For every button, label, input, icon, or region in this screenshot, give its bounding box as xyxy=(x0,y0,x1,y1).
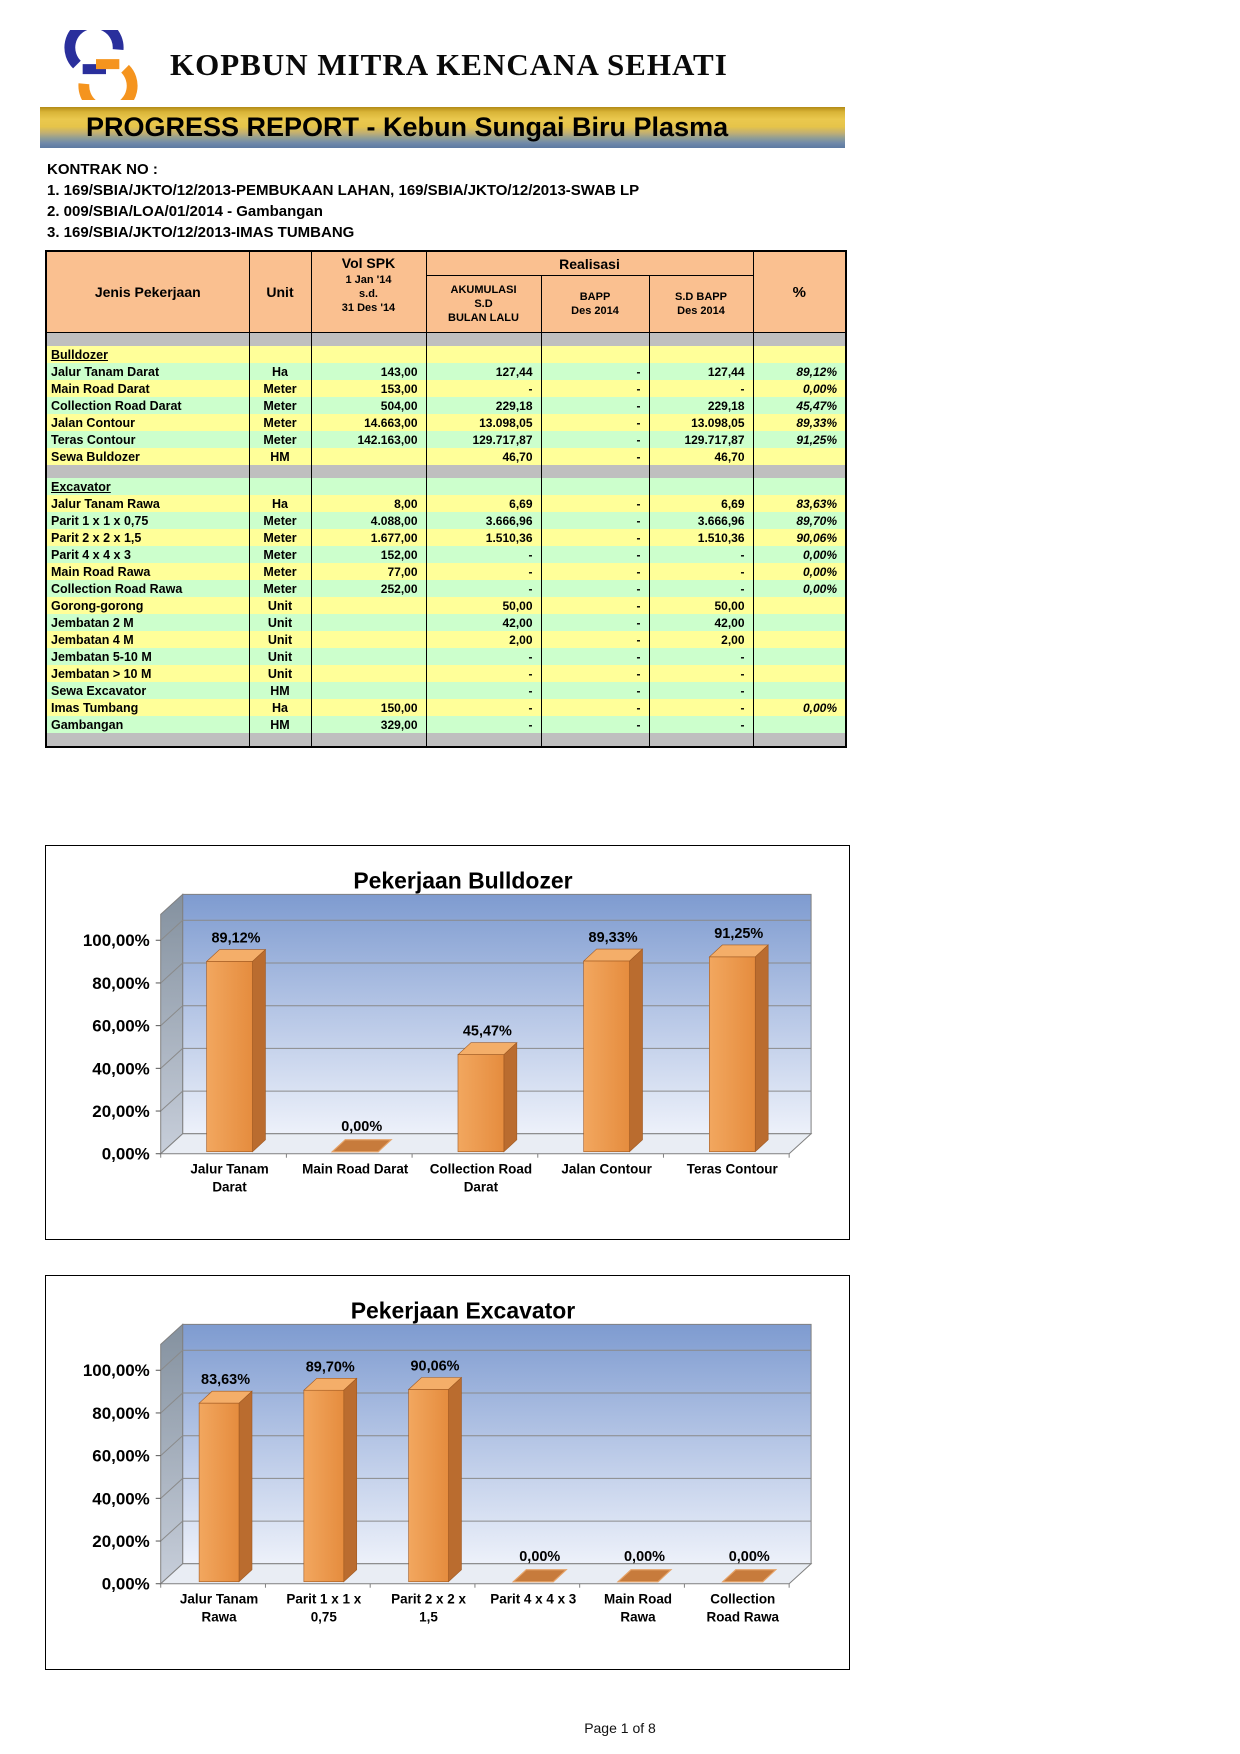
separator-cell xyxy=(753,465,846,478)
table-row xyxy=(46,716,846,733)
separator-cell xyxy=(541,465,649,478)
cell-akumulasi: 127,44 xyxy=(426,363,541,380)
company-name: KOPBUN MITRA KENCANA SEHATI xyxy=(170,47,728,82)
table-row xyxy=(46,546,846,563)
axis-labels xyxy=(83,931,161,1163)
cell-bapp: - xyxy=(541,597,649,614)
svg-text:40,00%: 40,00% xyxy=(92,1059,150,1079)
category-label: Parit 1 x 1 x xyxy=(286,1591,362,1607)
bulldozer-chart-box xyxy=(45,845,850,1240)
cell-vol-spk: 77,00 xyxy=(311,563,426,580)
bar xyxy=(207,961,253,1151)
svg-text:100,00%: 100,00% xyxy=(82,1361,150,1381)
table-row xyxy=(46,563,846,580)
separator-cell xyxy=(753,733,846,747)
data-label: 83,63% xyxy=(201,1372,251,1389)
cell-jenis-pekerjaan: Collection Road Darat xyxy=(46,397,249,414)
separator-cell xyxy=(311,733,426,747)
col-header-sd-bapp: S.D BAPP Des 2014 xyxy=(649,276,753,333)
cell-jenis-pekerjaan: Collection Road Rawa xyxy=(46,580,249,597)
bar-side xyxy=(630,949,643,1152)
category-label: Teras Contour xyxy=(686,1161,778,1177)
col-header-pct: % xyxy=(753,251,846,333)
contract-line-1: 1. 169/SBIA/JKTO/12/2013-PEMBUKAAN LAHAN, 169/SBIA/JKTO/12/2013-SWAB LP xyxy=(47,182,640,199)
table-row xyxy=(46,431,846,448)
cell-bapp: - xyxy=(541,448,649,465)
cell-vol-spk xyxy=(311,665,426,682)
category-label: Jalan Contour xyxy=(561,1161,652,1177)
svg-text:0,00%: 0,00% xyxy=(101,1574,150,1594)
cell-jenis-pekerjaan: Teras Contour xyxy=(46,431,249,448)
cell-unit: Unit xyxy=(249,665,311,682)
contract-block xyxy=(47,159,1240,243)
cell-bapp: - xyxy=(541,580,649,597)
cell-unit: Ha xyxy=(249,495,311,512)
cell-unit: Meter xyxy=(249,380,311,397)
svg-text:80,00%: 80,00% xyxy=(92,973,150,993)
cell-vol-spk xyxy=(311,346,426,363)
data-label: 91,25% xyxy=(714,925,764,942)
bar xyxy=(584,961,630,1152)
cell-jenis-pekerjaan: Sewa Buldozer xyxy=(46,448,249,465)
table-separator-row xyxy=(46,465,846,478)
page-number: Page 1 of 8 xyxy=(584,1720,656,1736)
data-label: 0,00% xyxy=(519,1548,561,1565)
bar xyxy=(458,1055,504,1152)
cell-bapp: - xyxy=(541,397,649,414)
category-label: Rawa xyxy=(620,1609,656,1625)
cell-pct xyxy=(753,665,846,682)
cell-bapp: - xyxy=(541,699,649,716)
separator-cell xyxy=(46,465,249,478)
separator-cell xyxy=(649,465,753,478)
cell-pct xyxy=(753,614,846,631)
separator-cell xyxy=(426,465,541,478)
table-row xyxy=(46,397,846,414)
cell-bapp: - xyxy=(541,546,649,563)
cell-akumulasi: - xyxy=(426,546,541,563)
cell-unit: Unit xyxy=(249,614,311,631)
cell-sd-bapp: 229,18 xyxy=(649,397,753,414)
category-label: Rawa xyxy=(201,1609,237,1625)
cell-akumulasi: 42,00 xyxy=(426,614,541,631)
bar-side xyxy=(252,950,265,1152)
chart-title: Pekerjaan Bulldozer xyxy=(353,867,573,894)
cell-bapp: - xyxy=(541,414,649,431)
excavator-chart xyxy=(46,1276,849,1669)
data-label: 45,47% xyxy=(462,1023,512,1040)
cell-pct: 89,70% xyxy=(753,512,846,529)
cell-pct xyxy=(753,346,846,363)
bar xyxy=(199,1403,239,1582)
cell-akumulasi: 13.098,05 xyxy=(426,414,541,431)
cell-bapp: - xyxy=(541,631,649,648)
cell-unit: Meter xyxy=(249,529,311,546)
cell-unit: Ha xyxy=(249,699,311,716)
cell-vol-spk: 329,00 xyxy=(311,716,426,733)
col-header-realisasi: Realisasi xyxy=(426,251,753,276)
cell-jenis-pekerjaan: Bulldozer xyxy=(46,346,249,363)
separator-cell xyxy=(753,333,846,347)
cell-pct: 90,06% xyxy=(753,529,846,546)
cell-vol-spk: 4.088,00 xyxy=(311,512,426,529)
category-label: Collection xyxy=(710,1591,776,1607)
cell-vol-spk: 14.663,00 xyxy=(311,414,426,431)
cell-vol-spk: 152,00 xyxy=(311,546,426,563)
cell-sd-bapp: - xyxy=(649,665,753,682)
separator-cell xyxy=(311,333,426,347)
cell-unit: Meter xyxy=(249,431,311,448)
separator-cell xyxy=(426,333,541,347)
cell-akumulasi: 3.666,96 xyxy=(426,512,541,529)
cell-jenis-pekerjaan: Sewa Excavator xyxy=(46,682,249,699)
cell-bapp: - xyxy=(541,563,649,580)
cell-sd-bapp xyxy=(649,478,753,495)
table-row xyxy=(46,614,846,631)
cell-unit xyxy=(249,346,311,363)
cell-akumulasi: 229,18 xyxy=(426,397,541,414)
cell-akumulasi xyxy=(426,346,541,363)
cell-sd-bapp xyxy=(649,346,753,363)
table-row xyxy=(46,665,846,682)
cell-unit: HM xyxy=(249,682,311,699)
cell-jenis-pekerjaan: Jalur Tanam Rawa xyxy=(46,495,249,512)
cell-pct: 89,12% xyxy=(753,363,846,380)
cell-akumulasi: - xyxy=(426,380,541,397)
cell-sd-bapp: 13.098,05 xyxy=(649,414,753,431)
separator-cell xyxy=(541,333,649,347)
bulldozer-chart xyxy=(46,846,849,1239)
cell-vol-spk xyxy=(311,614,426,631)
col-header-vol-spk: Vol SPK 1 Jan '14 s.d. 31 Des '14 xyxy=(311,251,426,333)
data-label: 89,12% xyxy=(211,930,261,947)
cell-unit: Meter xyxy=(249,512,311,529)
cell-akumulasi: - xyxy=(426,682,541,699)
separator-cell xyxy=(249,733,311,747)
cell-vol-spk xyxy=(311,448,426,465)
cell-jenis-pekerjaan: Gambangan xyxy=(46,716,249,733)
data-label: 0,00% xyxy=(624,1548,666,1565)
table-row xyxy=(46,631,846,648)
data-label: 89,70% xyxy=(305,1359,355,1376)
table-row xyxy=(46,699,846,716)
cell-unit: Meter xyxy=(249,414,311,431)
cell-pct: 91,25% xyxy=(753,431,846,448)
cell-vol-spk: 153,00 xyxy=(311,380,426,397)
cell-unit: Meter xyxy=(249,546,311,563)
table-row xyxy=(46,414,846,431)
cell-vol-spk: 252,00 xyxy=(311,580,426,597)
cell-sd-bapp: - xyxy=(649,682,753,699)
cell-akumulasi: - xyxy=(426,699,541,716)
category-label: Jalur Tanam xyxy=(190,1161,269,1177)
data-label: 0,00% xyxy=(341,1118,383,1135)
table-row xyxy=(46,495,846,512)
cell-pct xyxy=(753,648,846,665)
bar-side xyxy=(755,945,768,1152)
cell-sd-bapp: - xyxy=(649,699,753,716)
cell-pct: 0,00% xyxy=(753,699,846,716)
svg-text:20,00%: 20,00% xyxy=(92,1102,150,1122)
table-row xyxy=(46,682,846,699)
contract-heading: KONTRAK NO : xyxy=(47,161,158,178)
cell-vol-spk xyxy=(311,631,426,648)
cell-vol-spk: 8,00 xyxy=(311,495,426,512)
cell-bapp: - xyxy=(541,648,649,665)
cell-sd-bapp: 3.666,96 xyxy=(649,512,753,529)
cell-pct xyxy=(753,682,846,699)
separator-cell xyxy=(649,733,753,747)
cell-bapp: - xyxy=(541,380,649,397)
svg-text:20,00%: 20,00% xyxy=(92,1532,150,1552)
separator-cell xyxy=(249,333,311,347)
cell-akumulasi: - xyxy=(426,648,541,665)
cell-sd-bapp: - xyxy=(649,648,753,665)
category-label: Jalur Tanam xyxy=(179,1591,259,1607)
bar-side xyxy=(239,1391,252,1581)
cell-pct xyxy=(753,597,846,614)
plot-walls xyxy=(161,1324,811,1583)
bar xyxy=(304,1390,344,1581)
cell-unit: Unit xyxy=(249,648,311,665)
cell-bapp xyxy=(541,346,649,363)
cell-pct: 83,63% xyxy=(753,495,846,512)
table-row xyxy=(46,597,846,614)
cell-bapp: - xyxy=(541,682,649,699)
category-label: Main Road xyxy=(604,1591,673,1607)
cell-unit: Unit xyxy=(249,631,311,648)
chart-title: Pekerjaan Excavator xyxy=(350,1297,576,1324)
cell-pct: 0,00% xyxy=(753,546,846,563)
cell-sd-bapp: - xyxy=(649,563,753,580)
category-label: 0,75 xyxy=(310,1609,337,1625)
separator-cell xyxy=(46,333,249,347)
report-title-banner xyxy=(40,107,845,148)
svg-text:100,00%: 100,00% xyxy=(82,931,150,951)
cell-akumulasi: 1.510,36 xyxy=(426,529,541,546)
cell-pct: 0,00% xyxy=(753,563,846,580)
cell-bapp: - xyxy=(541,512,649,529)
cell-bapp: - xyxy=(541,665,649,682)
cell-akumulasi: 46,70 xyxy=(426,448,541,465)
cell-vol-spk xyxy=(311,682,426,699)
cell-akumulasi: 50,00 xyxy=(426,597,541,614)
cell-pct xyxy=(753,478,846,495)
separator-cell xyxy=(46,733,249,747)
cell-sd-bapp: 127,44 xyxy=(649,363,753,380)
cell-bapp: - xyxy=(541,495,649,512)
table-section-row xyxy=(46,478,846,495)
report-title: PROGRESS REPORT - Kebun Sungai Biru Plasma xyxy=(86,112,729,142)
data-label: 0,00% xyxy=(728,1548,770,1565)
table-row xyxy=(46,529,846,546)
data-label: 90,06% xyxy=(410,1358,460,1375)
category-label: Parit 4 x 4 x 3 xyxy=(490,1591,577,1607)
cell-akumulasi: - xyxy=(426,665,541,682)
bar xyxy=(409,1389,449,1581)
cell-jenis-pekerjaan: Jembatan 5-10 M xyxy=(46,648,249,665)
bar-side xyxy=(504,1043,517,1152)
svg-text:60,00%: 60,00% xyxy=(92,1016,150,1036)
category-label: Parit 2 x 2 x xyxy=(391,1591,466,1607)
table-section-row xyxy=(46,346,846,363)
cell-vol-spk: 150,00 xyxy=(311,699,426,716)
cell-pct xyxy=(753,448,846,465)
col-header-bapp: BAPP Des 2014 xyxy=(541,276,649,333)
separator-cell xyxy=(649,333,753,347)
cell-bapp: - xyxy=(541,363,649,380)
cell-sd-bapp: 1.510,36 xyxy=(649,529,753,546)
cell-sd-bapp: 2,00 xyxy=(649,631,753,648)
axis-labels xyxy=(83,1361,161,1593)
table-row xyxy=(46,580,846,597)
cell-bapp: - xyxy=(541,614,649,631)
svg-text:60,00%: 60,00% xyxy=(92,1446,150,1466)
contract-line-3: 3. 169/SBIA/JKTO/12/2013-IMAS TUMBANG xyxy=(47,224,355,241)
cell-pct: 45,47% xyxy=(753,397,846,414)
category-label: Road Rawa xyxy=(706,1609,780,1625)
table-row xyxy=(46,363,846,380)
cell-jenis-pekerjaan: Jembatan > 10 M xyxy=(46,665,249,682)
cell-sd-bapp: 129.717,87 xyxy=(649,431,753,448)
cell-pct xyxy=(753,631,846,648)
cell-jenis-pekerjaan: Gorong-gorong xyxy=(46,597,249,614)
cell-sd-bapp: - xyxy=(649,580,753,597)
col-header-akumulasi: AKUMULASI S.D BULAN LALU xyxy=(426,276,541,333)
category-label: 1,5 xyxy=(419,1609,438,1625)
col-header-jenis-pekerjaan: Jenis Pekerjaan xyxy=(46,251,249,333)
cell-jenis-pekerjaan: Parit 4 x 4 x 3 xyxy=(46,546,249,563)
cell-unit: Ha xyxy=(249,363,311,380)
cell-sd-bapp: - xyxy=(649,546,753,563)
cell-unit: HM xyxy=(249,448,311,465)
bar-side xyxy=(344,1378,357,1581)
category-label: Main Road Darat xyxy=(302,1161,409,1177)
cell-unit: Meter xyxy=(249,563,311,580)
contract-line-2: 2. 009/SBIA/LOA/01/2014 - Gambangan xyxy=(47,203,323,220)
cell-sd-bapp: 50,00 xyxy=(649,597,753,614)
cell-pct: 0,00% xyxy=(753,380,846,397)
cell-jenis-pekerjaan: Main Road Rawa xyxy=(46,563,249,580)
separator-cell xyxy=(426,733,541,747)
progress-table-body xyxy=(46,333,846,748)
page-footer xyxy=(0,1720,1240,1736)
cell-jenis-pekerjaan: Jalan Contour xyxy=(46,414,249,431)
table-row xyxy=(46,512,846,529)
cell-akumulasi: - xyxy=(426,580,541,597)
cell-akumulasi: - xyxy=(426,563,541,580)
cell-vol-spk: 504,00 xyxy=(311,397,426,414)
table-row xyxy=(46,380,846,397)
category-label: Collection Road xyxy=(429,1161,533,1177)
table-row xyxy=(46,648,846,665)
cell-jenis-pekerjaan: Parit 2 x 2 x 1,5 xyxy=(46,529,249,546)
cell-pct: 0,00% xyxy=(753,580,846,597)
cell-unit: HM xyxy=(249,716,311,733)
svg-text:80,00%: 80,00% xyxy=(92,1403,150,1423)
cell-vol-spk xyxy=(311,597,426,614)
cell-unit xyxy=(249,478,311,495)
cell-bapp: - xyxy=(541,529,649,546)
cell-akumulasi: - xyxy=(426,716,541,733)
cell-pct: 89,33% xyxy=(753,414,846,431)
cell-jenis-pekerjaan: Jalur Tanam Darat xyxy=(46,363,249,380)
category-label: Darat xyxy=(212,1179,247,1195)
company-logo xyxy=(58,30,144,100)
bar-side xyxy=(448,1378,461,1582)
cell-unit: Unit xyxy=(249,597,311,614)
bar xyxy=(709,957,755,1152)
report-header xyxy=(0,0,1240,100)
progress-table xyxy=(45,250,847,748)
excavator-chart-box xyxy=(45,1275,850,1670)
cell-bapp: - xyxy=(541,431,649,448)
table-separator-row xyxy=(46,333,846,347)
separator-cell xyxy=(541,733,649,747)
cell-sd-bapp: 46,70 xyxy=(649,448,753,465)
cell-jenis-pekerjaan: Excavator xyxy=(46,478,249,495)
cell-vol-spk: 143,00 xyxy=(311,363,426,380)
cell-bapp: - xyxy=(541,716,649,733)
cell-akumulasi xyxy=(426,478,541,495)
svg-text:0,00%: 0,00% xyxy=(101,1144,150,1164)
col-header-unit: Unit xyxy=(249,251,311,333)
table-row xyxy=(46,448,846,465)
cell-jenis-pekerjaan: Imas Tumbang xyxy=(46,699,249,716)
cell-vol-spk xyxy=(311,648,426,665)
cell-sd-bapp: 6,69 xyxy=(649,495,753,512)
cell-sd-bapp: - xyxy=(649,716,753,733)
cell-jenis-pekerjaan: Jembatan 2 M xyxy=(46,614,249,631)
category-labels xyxy=(161,1584,789,1625)
cell-sd-bapp: - xyxy=(649,380,753,397)
cell-pct xyxy=(753,716,846,733)
cell-sd-bapp: 42,00 xyxy=(649,614,753,631)
separator-cell xyxy=(311,465,426,478)
cell-akumulasi: 6,69 xyxy=(426,495,541,512)
cell-jenis-pekerjaan: Main Road Darat xyxy=(46,380,249,397)
separator-cell xyxy=(249,465,311,478)
cell-jenis-pekerjaan: Jembatan 4 M xyxy=(46,631,249,648)
cell-jenis-pekerjaan: Parit 1 x 1 x 0,75 xyxy=(46,512,249,529)
cell-vol-spk: 142.163,00 xyxy=(311,431,426,448)
category-labels xyxy=(161,1154,789,1195)
cell-vol-spk: 1.677,00 xyxy=(311,529,426,546)
cell-unit: Meter xyxy=(249,580,311,597)
category-label: Darat xyxy=(463,1179,499,1195)
cell-vol-spk xyxy=(311,478,426,495)
progress-table-header xyxy=(46,251,846,333)
cell-akumulasi: 2,00 xyxy=(426,631,541,648)
cell-bapp xyxy=(541,478,649,495)
cell-akumulasi: 129.717,87 xyxy=(426,431,541,448)
data-label: 89,33% xyxy=(588,930,638,947)
svg-text:40,00%: 40,00% xyxy=(92,1489,150,1509)
cell-unit: Meter xyxy=(249,397,311,414)
table-separator-row xyxy=(46,733,846,747)
